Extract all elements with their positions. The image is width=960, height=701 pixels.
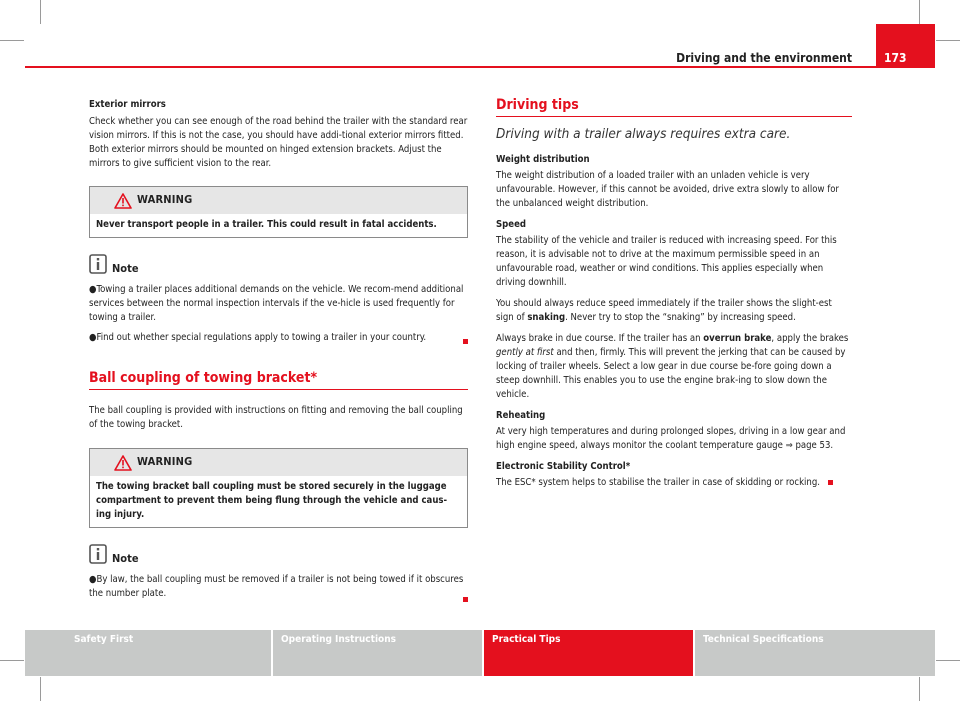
exterior-mirrors-title: Exterior mirrors (89, 99, 166, 110)
crop-mark (919, 0, 920, 24)
brake-text: Always brake in due course. If the trailer has an (496, 333, 704, 344)
crop-mark (40, 677, 41, 701)
snaking-text: . Never try to stop the “snaking” by increasing speed. (565, 312, 796, 323)
note-bullet-text: By law, the ball coupling must be removed if a trailer is not being towed if it obscures the number plate. (89, 574, 464, 599)
exterior-mirrors-body: Check whether you can see enough of the road behind the trailer with the standard rear vision mirrors. If this is not the case, you should have addi-tional exterior mirrors fitted. Both exterior mirrors should be mounted on hinged extension brackets. Adjust the mirrors to give sufficient vision to the rear. (89, 116, 468, 169)
driving-tips-heading: Driving tips (496, 97, 579, 113)
warning-header (90, 187, 467, 214)
warning-triangle-icon (114, 193, 132, 209)
note-label: Note (112, 552, 139, 565)
page-number-box (876, 24, 935, 68)
weight-body: The weight distribution of a loaded trailer with an unladen vehicle is very unfavourable. However, if this cannot be avoided, drive extra slowly to allow for the unbalanced weight distribution. (496, 170, 839, 209)
brake-text: , apply the brakes (771, 333, 849, 344)
tab-label: Operating Instructions (281, 634, 396, 645)
speed-title: Speed (496, 219, 526, 230)
header-rule (25, 66, 877, 68)
crop-mark (0, 660, 24, 661)
tab-practical-tips[interactable] (484, 630, 693, 676)
right-column (496, 98, 852, 490)
warning-text: The towing bracket ball coupling must be stored securely in the luggage compartment to prevent them being flung through the vehicle and caus-ing injury. (96, 481, 448, 520)
brake-text: and then, firmly. This will prevent the jerking that can be caused by locking of trailer wheels. Select a low gear in due course be-fore going down a steep downhill. This enables you to use the engine brak-ing to slow down the vehicle. (496, 347, 846, 400)
end-mark (463, 597, 468, 602)
bullet-dot: ● (89, 574, 97, 585)
chapter-tabs (25, 630, 935, 676)
note-bullet (89, 283, 468, 325)
weight-title: Weight distribution (496, 154, 590, 165)
end-mark (828, 480, 833, 485)
warning-label: WARNING (137, 193, 193, 206)
reheating-body (496, 425, 852, 453)
bullet-dot: ● (89, 332, 97, 343)
crop-mark (936, 660, 960, 661)
note-bullet-text: Towing a trailer places additional demands on the vehicle. We recom-mend additional services between the normal inspection intervals if the ve-hicle is used frequently for towing a trailer. (89, 284, 464, 323)
note-header (89, 254, 468, 278)
esc-body (496, 476, 852, 490)
note-info-icon (89, 254, 107, 274)
tab-operating-instructions[interactable] (273, 630, 482, 676)
warning-header (90, 449, 467, 476)
heading-rule (496, 116, 852, 117)
driving-tips-subtitle: Driving with a trailer always requires extra care. (496, 126, 791, 142)
snaking-bold: snaking (527, 312, 566, 323)
ball-coupling-heading: Ball coupling of towing bracket* (89, 370, 318, 386)
note-header (89, 544, 468, 568)
note-bullet-text: Find out whether special regulations apply to towing a trailer in your country. (96, 332, 427, 343)
tab-label: Safety First (74, 634, 134, 645)
reheating-text: At very high temperatures and during prolonged slopes, driving in a low gear and high engine speed, always monitor the coolant temperature gauge (496, 426, 846, 451)
ball-coupling-body: The ball coupling is provided with instructions on fitting and removing the ball coupling of the towing bracket. (89, 405, 463, 430)
reheating-title: Reheating (496, 410, 546, 421)
warning-label: WARNING (137, 455, 193, 468)
warning-box (89, 448, 468, 528)
crop-mark (936, 40, 960, 41)
crop-mark (40, 0, 41, 24)
note-label: Note (112, 262, 139, 275)
note-bullet (89, 331, 468, 345)
snaking-paragraph (496, 297, 852, 325)
brake-paragraph (496, 332, 852, 402)
esc-title: Electronic Stability Control* (496, 461, 631, 472)
heading-rule (89, 389, 468, 390)
warning-triangle-icon (114, 455, 132, 471)
bullet-dot: ● (89, 284, 97, 295)
snaking-text: You should always reduce speed immediately if the trailer shows the slight-est sign of (496, 298, 832, 323)
brake-italic: gently at first (496, 347, 554, 358)
left-column (89, 98, 468, 601)
speed-body: The stability of the vehicle and trailer is reduced with increasing speed. For this reason, it is advisable not to drive at the maximum permissible speed in an unfavourable road, weather or wind conditions. This applies especially when driving downhill. (496, 235, 837, 288)
crop-mark (919, 677, 920, 701)
section-title: Driving and the environment (676, 51, 852, 65)
tab-safety-first[interactable] (25, 630, 271, 676)
tab-technical-specifications[interactable] (695, 630, 935, 676)
crop-mark (0, 40, 24, 41)
tab-label: Practical Tips (492, 634, 561, 645)
warning-text: Never transport people in a trailer. This could result in fatal accidents. (96, 219, 437, 230)
tab-label: Technical Specifications (703, 634, 824, 645)
warning-box (89, 186, 468, 238)
page-number: 173 (884, 51, 907, 65)
page-reference-link[interactable]: ⇒ page 53. (785, 440, 834, 451)
note-info-icon (89, 544, 107, 564)
end-mark (463, 339, 468, 344)
brake-bold: overrun brake (703, 333, 772, 344)
esc-text: The ESC* system helps to stabilise the trailer in case of skidding or rocking. (496, 477, 820, 488)
